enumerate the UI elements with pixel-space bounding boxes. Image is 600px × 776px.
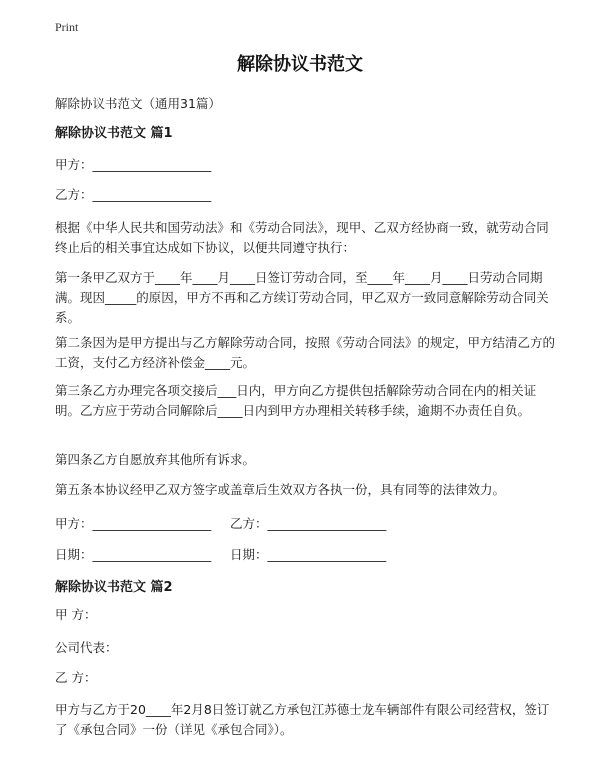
section-heading-2: 解除协议书范文 篇2 xyxy=(55,580,173,595)
paragraph-article-4: 第四条乙方自愿放弃其他所有诉求。 xyxy=(55,452,256,467)
sign-party-a: 甲方：___________________ xyxy=(55,516,212,531)
paragraph-contract: 甲方与乙方于20____年2月8日签订就乙方承包江苏德士龙车辆部件有限公司经营权，签订了《承包合同》一份（详见《承包合同》）。 xyxy=(55,702,550,737)
paragraph-intro: 根据《中华人民共和国劳动法》和《劳动合同法》，现甲、乙双方经协商一致，就劳动合同终止后的相关事宜达成如下协议，以便共同遵守执行： xyxy=(55,220,549,255)
page-title: 解除协议书范文 xyxy=(237,54,363,75)
paragraph-article-1: 第一条甲乙双方于____年____月____日签订劳动合同，至____年____月____日劳动合同期满。现因_____的原因，甲方不再和乙方续订劳动合同，甲乙双方一致同意解除劳动合同关系。 xyxy=(55,270,549,325)
date-party-b: 日期：___________________ xyxy=(230,547,387,562)
company-rep-label: 公司代表： xyxy=(55,640,118,655)
party-b-line: 乙方：___________________ xyxy=(55,187,212,202)
section-heading-1: 解除协议书范文 篇1 xyxy=(55,126,173,141)
party-b-label: 乙 方： xyxy=(55,670,97,685)
date-party-a: 日期：___________________ xyxy=(55,547,212,562)
paragraph-article-3: 第三条乙方办理完各项交接后___日内，甲方向乙方提供包括解除劳动合同在内的相关证明。乙方应于劳动合同解除后____日内到甲方办理相关转移手续，逾期不办责任自负。 xyxy=(55,383,537,418)
sign-party-b: 乙方：___________________ xyxy=(230,516,387,531)
paragraph-article-5: 第五条本协议经甲乙双方签字或盖章后生效双方各执一份，具有同等的法律效力。 xyxy=(55,482,506,497)
party-a-line: 甲方：___________________ xyxy=(55,157,212,172)
paragraph-article-2: 第二条因为是甲方提出与乙方解除劳动合同，按照《劳动合同法》的规定，甲方结清乙方的工资，支付乙方经济补偿金____元。 xyxy=(55,335,556,370)
print-link[interactable]: Print xyxy=(55,20,79,34)
party-a-label: 甲 方： xyxy=(55,607,97,622)
doc-subtitle: 解除协议书范文（通用31篇） xyxy=(55,96,221,111)
